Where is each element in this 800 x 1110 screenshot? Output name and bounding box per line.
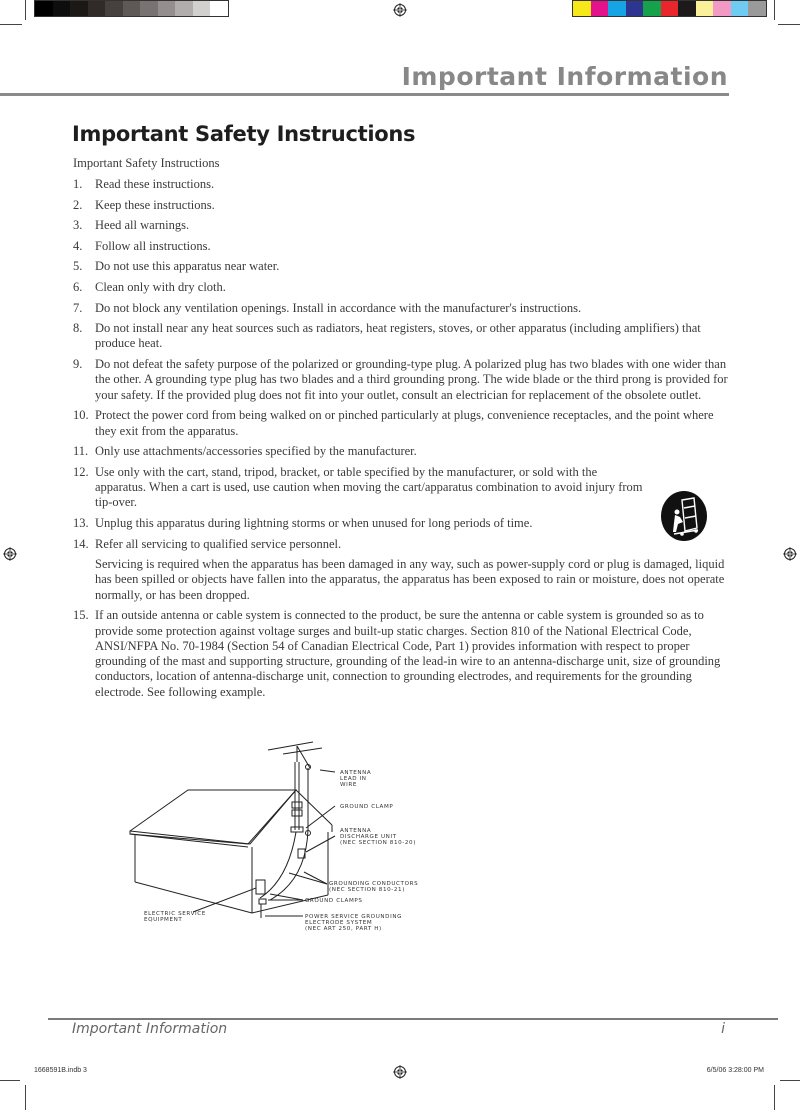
item-text: Do not defeat the safety purpose of the polarized or grounding-type plug. A polarized plug has two blades with one wider than the other. A grounding type plug has two blades and a third grounding prong. The wide blade or the third prong is provided for your safety. If the provided plug does not fit into your outlet, consult an electrician for replacement of the obsolete outlet. [95, 357, 728, 402]
registration-mark-icon [783, 547, 797, 561]
safety-instructions-list [73, 177, 733, 705]
list-item [73, 198, 733, 213]
color-swatch [140, 1, 158, 16]
label-power-service: POWER SERVICE GROUNDING ELECTRODE SYSTEM (NEC ART 250, PART H) [305, 914, 403, 932]
color-swatch [210, 1, 228, 16]
color-swatch [731, 1, 749, 16]
item-text: Use only with the cart, stand, tripod, bracket, or table specified by the manufacturer, or sold with the apparatus. When a cart is used, use caution when moving the cart/apparatus combination to avoid injury from tip-over. [95, 464, 643, 510]
label-ground-clamps: GROUND CLAMPS [305, 898, 363, 904]
color-swatch [678, 1, 696, 16]
color-swatch [713, 1, 731, 16]
list-item [73, 218, 733, 233]
crop-mark [774, 0, 775, 20]
item-number: 5. [73, 259, 83, 274]
color-swatch [53, 1, 71, 16]
item-number: 4. [73, 238, 83, 253]
color-swatch [105, 1, 123, 16]
list-item [73, 608, 733, 700]
list-item [73, 408, 733, 439]
item-number: 13. [73, 515, 89, 530]
item-text: Do not use this apparatus near water. [95, 259, 280, 274]
color-swatch [193, 1, 211, 16]
color-swatch [661, 1, 679, 16]
header-section-title: Important Information [401, 62, 728, 91]
color-swatch [748, 1, 766, 16]
crop-mark [25, 0, 26, 20]
item-number: 1. [73, 177, 83, 191]
item-number: 15. [73, 608, 89, 623]
list-item [73, 516, 733, 531]
color-swatch [643, 1, 661, 16]
list-item [73, 301, 733, 316]
color-swatch [70, 1, 88, 16]
item-14-detail: Servicing is required when the apparatus has been damaged in any way, such as power-supply cord or plug is damaged, liquid has been spilled or objects have fallen into the apparatus, the apparatus has been exposed to rain or moisture, does not operate normally, or has been dropped. [95, 557, 725, 602]
item-number: 8. [73, 321, 83, 336]
item-text: Only use attachments/accessories specified by the manufacturer. [95, 444, 417, 459]
antenna-grounding-diagram [120, 740, 440, 940]
crop-mark [780, 1080, 800, 1081]
item-text: If an outside antenna or cable system is connected to the product, be sure the antenna or cable system is grounded so as to provide some protection against voltage surges and built-up static charges. Section 810 of the National Electrical Code, ANSI/NFPA No. 70-1984 (Section 54 of Canadian Electrical Code, Part 1) provides information with respect to proper grounding of the mast and supporting structure, grounding of the lead-in wire to an antenna-discharge unit, size of grounding conductors, location of antenna-discharge unit, connection to grounding electrodes, and requirements for the grounding electrode. See following example. [95, 608, 721, 699]
item-text: Unplug this apparatus during lightning storms or when unused for long periods of time. [95, 515, 533, 530]
item-number: 6. [73, 279, 83, 294]
color-swatch [591, 1, 609, 16]
crop-mark [0, 24, 22, 25]
item-text: Do not install near any heat sources such as radiators, heat registers, stoves, or other apparatus (including amplifiers) that produce heat. [95, 321, 701, 351]
registration-mark-icon [393, 1065, 407, 1079]
list-item [73, 177, 733, 192]
crop-mark [0, 1080, 20, 1081]
label-grounding-conductors: GROUNDING CONDUCTORS (NEC SECTION 810-21) [329, 881, 419, 893]
item-number: 14. [73, 536, 89, 551]
label-ground-clamp: GROUND CLAMP [340, 804, 394, 810]
item-number: 7. [73, 300, 83, 315]
item-text: Clean only with dry cloth. [95, 279, 226, 294]
color-swatch [696, 1, 714, 16]
color-swatch [175, 1, 193, 16]
item-number: 12. [73, 464, 89, 479]
intro-text: Important Safety Instructions [73, 156, 220, 170]
page-title: Important Safety Instructions [72, 122, 416, 146]
label-discharge-unit: ANTENNA DISCHARGE UNIT (NEC SECTION 810-20) [340, 828, 417, 846]
footer-section-title: Important Information [72, 1021, 228, 1037]
grayscale-bar [34, 0, 229, 17]
item-text: Protect the power cord from being walked on or pinched particularly at plugs, convenience receptacles, and the point where they exit from the apparatus. [95, 408, 714, 438]
list-item [73, 444, 733, 459]
color-swatch [158, 1, 176, 16]
slug-date: 6/5/06 3:28:00 PM [706, 1067, 764, 1074]
footer-rule [48, 1018, 778, 1020]
cart-tip-over-warning-icon [660, 490, 708, 542]
item-text: Keep these instructions. [95, 197, 215, 212]
label-electric-service: ELECTRIC SERVICE EQUIPMENT [144, 911, 206, 923]
list-item [73, 357, 733, 403]
color-bar [572, 0, 767, 17]
label-antenna-lead: ANTENNA LEAD IN WIRE [340, 770, 372, 788]
color-swatch [608, 1, 626, 16]
item-number: 11. [73, 444, 89, 459]
registration-mark-icon [393, 3, 407, 17]
color-swatch [123, 1, 141, 16]
color-swatch [573, 1, 591, 16]
page-number: i [721, 1021, 725, 1037]
crop-mark [778, 24, 800, 25]
item-text: Heed all warnings. [95, 218, 190, 233]
list-item [73, 537, 733, 552]
item-number: 10. [73, 408, 89, 423]
item-text: Follow all instructions. [95, 238, 211, 253]
color-swatch [35, 1, 53, 16]
item-number: 9. [73, 357, 83, 372]
crop-mark [774, 1085, 775, 1110]
color-swatch [88, 1, 106, 16]
crop-mark [25, 1085, 26, 1110]
list-item [73, 259, 733, 274]
header-rule [0, 93, 729, 96]
item-text: Refer all servicing to qualified service personnel. [95, 536, 342, 551]
list-item [73, 280, 733, 295]
item-number: 2. [73, 197, 83, 212]
slug-file: 1668591B.indb 3 [34, 1067, 87, 1074]
list-item [73, 239, 733, 254]
list-item [73, 465, 733, 511]
item-text: Do not block any ventilation openings. Install in accordance with the manufacturer's instructions. [95, 300, 582, 315]
color-swatch [626, 1, 644, 16]
list-item [73, 321, 733, 352]
item-number: 3. [73, 218, 83, 233]
item-text: Read these instructions. [95, 177, 215, 191]
registration-mark-icon [3, 547, 17, 561]
